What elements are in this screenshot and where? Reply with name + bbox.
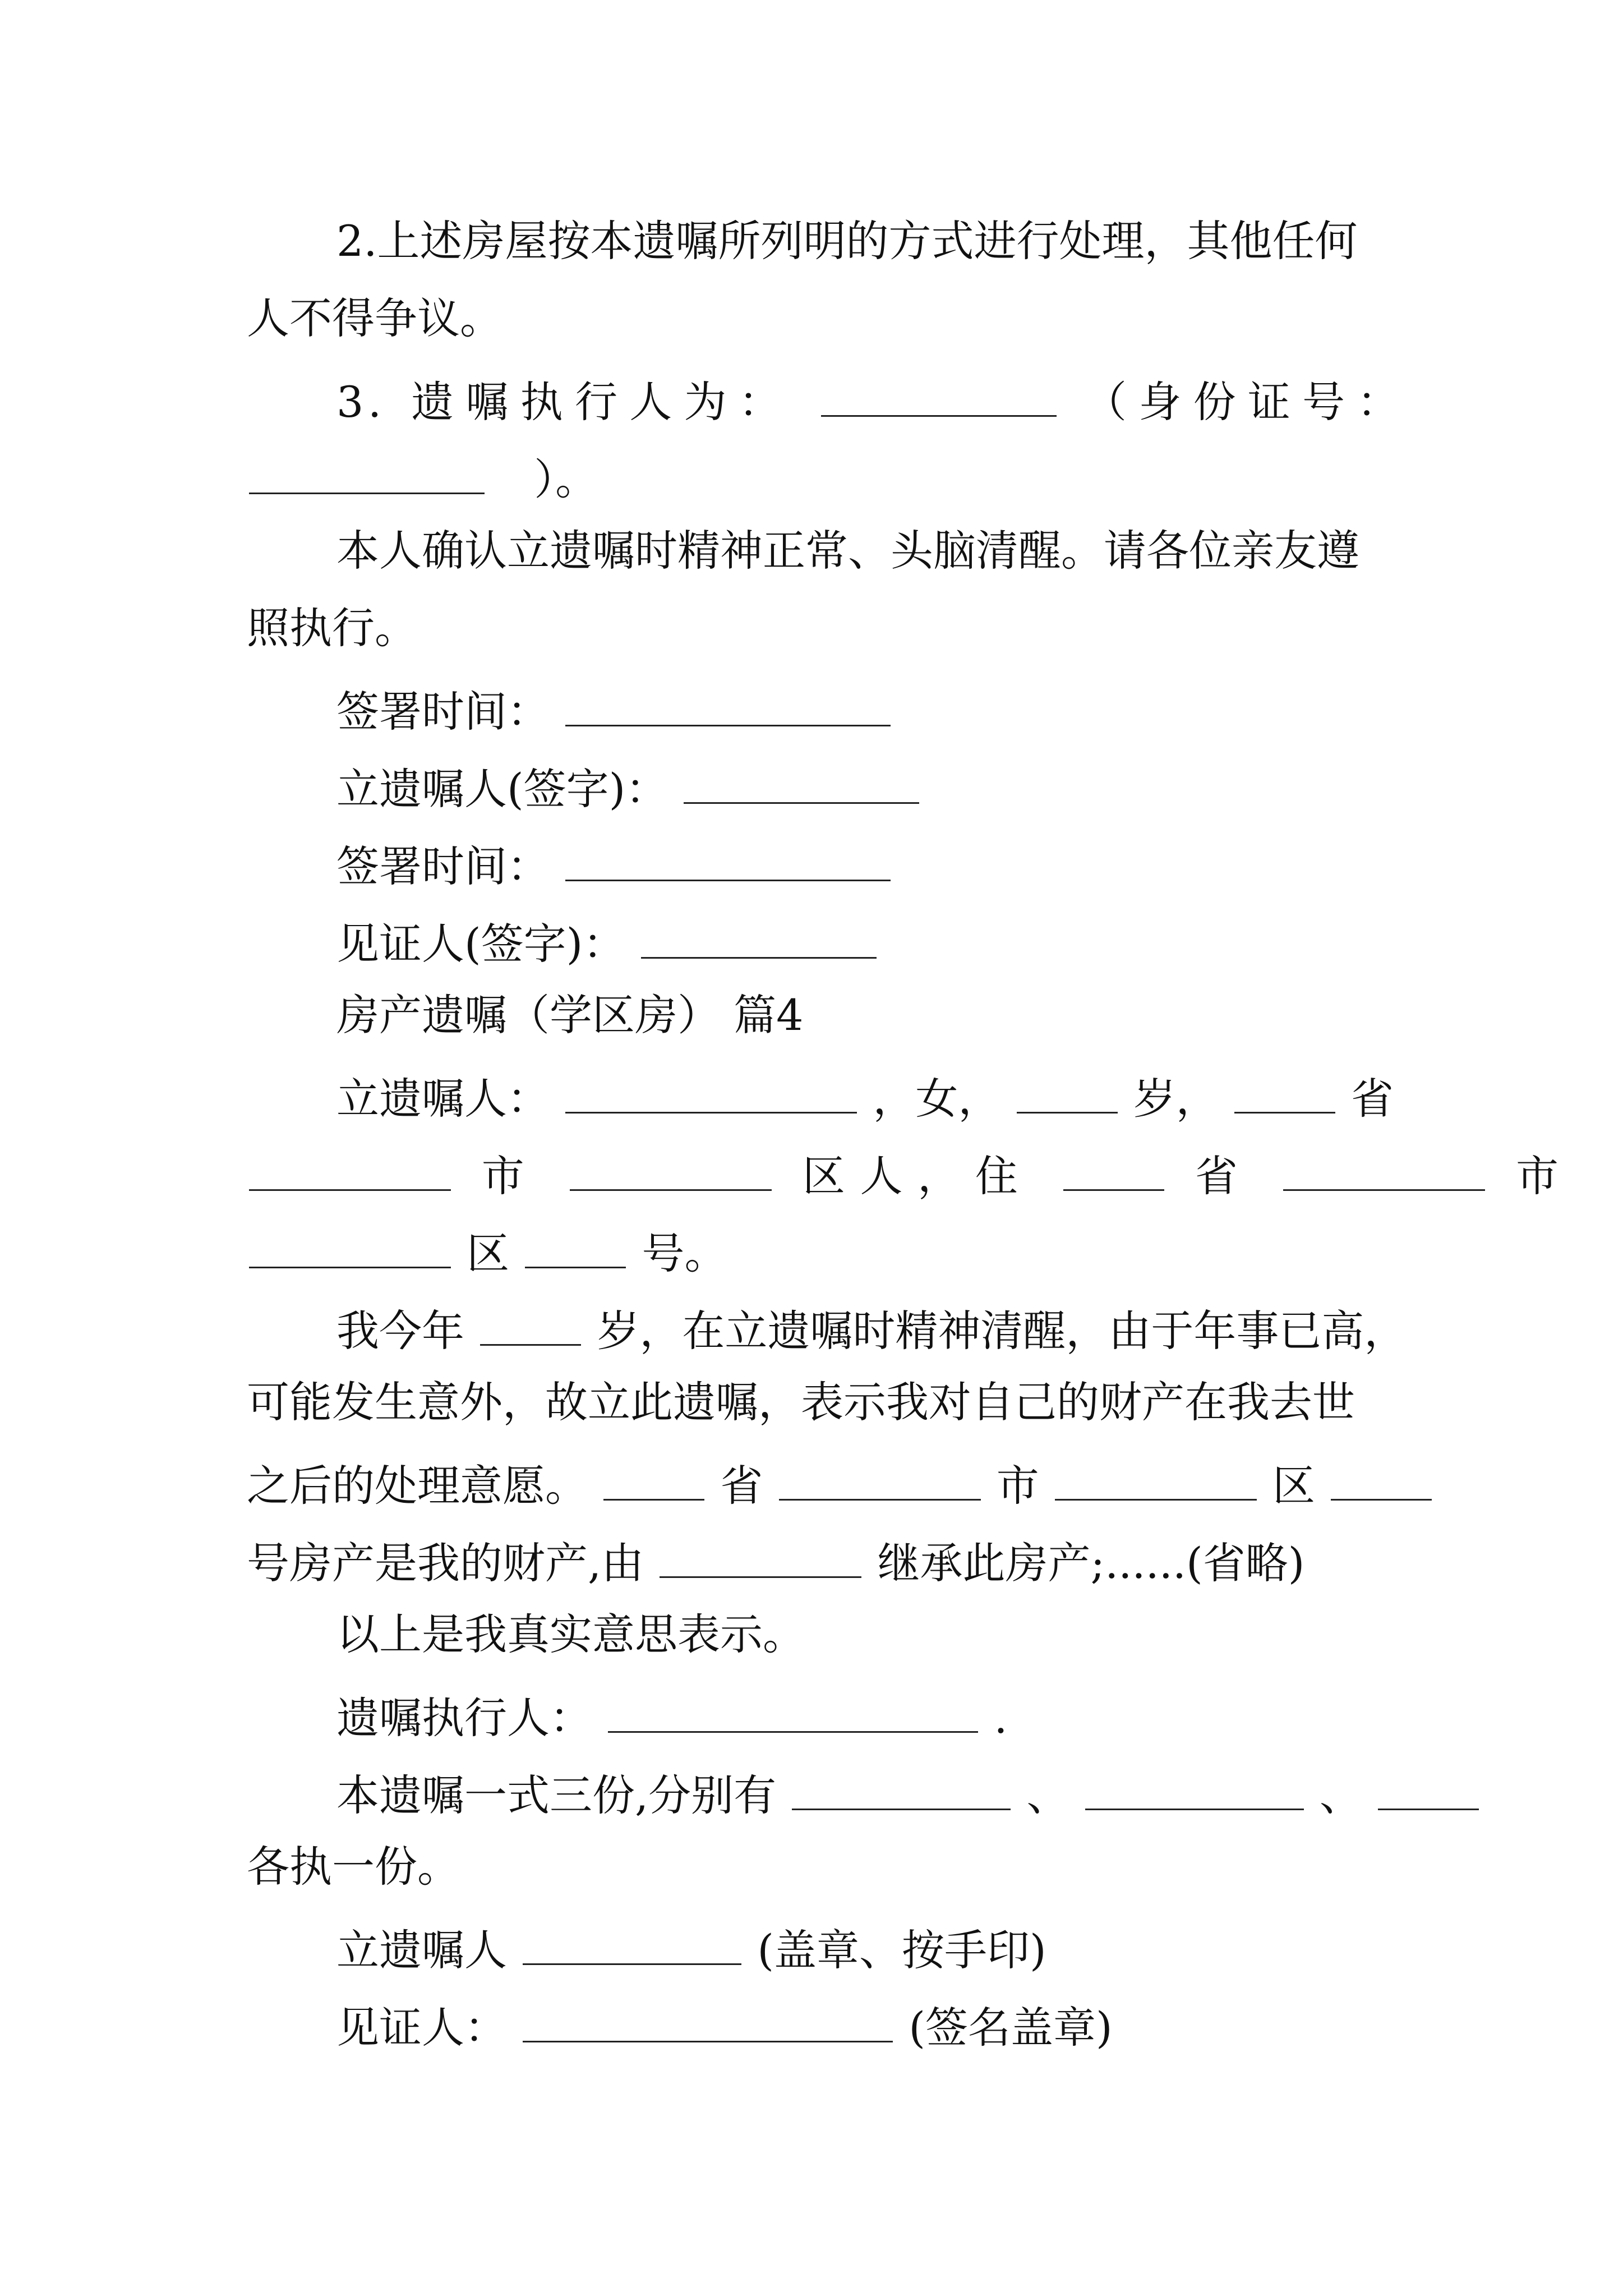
- current-age-blank[interactable]: [480, 1304, 581, 1346]
- testator-seal-note: (盖章、按手印): [757, 1925, 1046, 1975]
- district-person-text: 区人，住: [802, 1151, 1033, 1201]
- sign-time-blank[interactable]: [565, 839, 891, 881]
- city-text: 市: [481, 1151, 540, 1201]
- id-number-label: （身份证号：: [1084, 377, 1412, 427]
- district-blank[interactable]: [570, 1149, 772, 1191]
- will-para-text-end: 继承此房产;......(省略): [877, 1538, 1305, 1588]
- property-number-blank[interactable]: [1331, 1458, 1432, 1501]
- witness-label: 见证人：: [336, 2003, 507, 2053]
- province-text: 省: [720, 1461, 763, 1511]
- province-text: 省: [1195, 1151, 1253, 1201]
- sign-time-label: 签署时间：: [336, 687, 550, 737]
- item2-line2: [247, 293, 502, 343]
- copies-end-text: 各执一份。: [247, 1842, 460, 1892]
- testator-seal-row: [336, 1923, 1046, 1975]
- testator-label: 立遗嘱人：: [336, 1074, 550, 1124]
- separator: 、: [1026, 1770, 1069, 1820]
- city-text: 市: [1515, 1151, 1574, 1201]
- executor-label: 遗嘱执行人：: [336, 1693, 592, 1743]
- separator: 、: [1319, 1770, 1362, 1820]
- province-text: 省: [1351, 1074, 1394, 1124]
- province-blank[interactable]: [1234, 1071, 1335, 1114]
- testator-seal-blank[interactable]: [523, 1923, 741, 1965]
- witness-blank[interactable]: [523, 2000, 893, 2042]
- sign-time-2-row: [336, 839, 893, 891]
- copy-holder-1-blank[interactable]: [792, 1768, 1011, 1810]
- witness-sign-row: [336, 917, 879, 969]
- executor-blank[interactable]: [608, 1691, 978, 1733]
- city-blank[interactable]: [249, 1149, 451, 1191]
- copies-line1: [336, 1768, 1481, 1820]
- true-intent-text: 以上是我真实意思表示。: [336, 1609, 805, 1659]
- copy-holder-3-blank[interactable]: [1378, 1768, 1479, 1810]
- gender-text: ，女，: [873, 1074, 1001, 1124]
- item3-close: ）。: [534, 454, 598, 504]
- property-city-blank[interactable]: [779, 1458, 981, 1501]
- sign-time-1-row: [336, 684, 893, 737]
- copies-text: 本遗嘱一式三份,分别有: [336, 1770, 777, 1820]
- item2-text: 2.上述房屋按本遗嘱所列明的方式进行处理，其他任何: [336, 216, 1358, 266]
- house-number-blank[interactable]: [525, 1226, 626, 1268]
- district-text: 区: [467, 1228, 510, 1278]
- item3-line2: [247, 452, 598, 504]
- witness-sign-blank[interactable]: [641, 917, 877, 959]
- item3-number: 3.: [336, 377, 386, 427]
- will-para-line2: [247, 1377, 1355, 1427]
- section-title: [336, 990, 804, 1040]
- will-para-line1: [336, 1304, 1407, 1356]
- confirm-text-cont: 照执行。: [247, 603, 417, 653]
- sign-time-blank[interactable]: [565, 684, 891, 726]
- true-intent-line: [336, 1609, 805, 1659]
- city-text: 市: [996, 1461, 1039, 1511]
- id-number-blank[interactable]: [249, 452, 485, 494]
- property-district-blank[interactable]: [1055, 1458, 1257, 1501]
- property-province-blank[interactable]: [603, 1458, 704, 1501]
- witness-row: [336, 2000, 1113, 2053]
- witness-sign-label: 见证人(签字)：: [336, 919, 626, 969]
- residence-district-blank[interactable]: [249, 1226, 451, 1268]
- section-title-text: 房产遗嘱（学区房） 篇4: [336, 990, 804, 1040]
- item2-line1: [336, 216, 1358, 266]
- heir-blank[interactable]: [660, 1536, 861, 1578]
- age-suffix: 岁，: [1133, 1074, 1219, 1124]
- copies-line2: [247, 1842, 460, 1892]
- copy-holder-2-blank[interactable]: [1085, 1768, 1304, 1810]
- will-para-line4: [247, 1536, 1305, 1588]
- item3-line1: [336, 375, 1412, 427]
- confirm-line2: [247, 603, 417, 653]
- age-blank[interactable]: [1017, 1071, 1118, 1114]
- testator-name-blank[interactable]: [565, 1071, 857, 1114]
- confirm-text: 本人确认立遗嘱时精神正常、头脑清醒。请各位亲友遵: [336, 526, 1359, 576]
- testator-sign-blank[interactable]: [684, 762, 919, 804]
- confirm-line1: [336, 526, 1359, 576]
- item3-label: 遗嘱执行人为：: [411, 377, 794, 427]
- executor-end: .: [994, 1693, 1008, 1743]
- executor-name-blank[interactable]: [821, 375, 1057, 417]
- residence-province-blank[interactable]: [1063, 1149, 1164, 1191]
- witness-note: (签名盖章): [909, 2003, 1113, 2053]
- testator-seal-label: 立遗嘱人: [336, 1925, 507, 1975]
- number-text: 号。: [642, 1228, 727, 1278]
- testator-info-line1: [336, 1071, 1394, 1124]
- testator-sign-label: 立遗嘱人(签字)：: [336, 764, 668, 814]
- district-text: 区: [1272, 1461, 1316, 1511]
- will-para-text: 之后的处理意愿。: [247, 1461, 588, 1511]
- will-para-text: 号房产是我的财产,由: [247, 1538, 644, 1588]
- age-para-rest: 岁，在立遗嘱时精神清醒，由于年事已高，: [597, 1306, 1407, 1356]
- sign-time-label: 签署时间：: [336, 841, 550, 891]
- testator-sign-row: [336, 762, 921, 814]
- age-para-start: 我今年: [336, 1306, 464, 1356]
- testator-info-line2: [247, 1149, 1574, 1201]
- testator-info-line3: [247, 1226, 727, 1278]
- item2-text-cont: 人不得争议。: [247, 293, 502, 343]
- will-para-line3: [247, 1458, 1434, 1511]
- residence-city-blank[interactable]: [1283, 1149, 1485, 1191]
- will-para-text: 可能发生意外，故立此遗嘱，表示我对自己的财产在我去世: [247, 1377, 1355, 1427]
- executor-row: [336, 1691, 1008, 1743]
